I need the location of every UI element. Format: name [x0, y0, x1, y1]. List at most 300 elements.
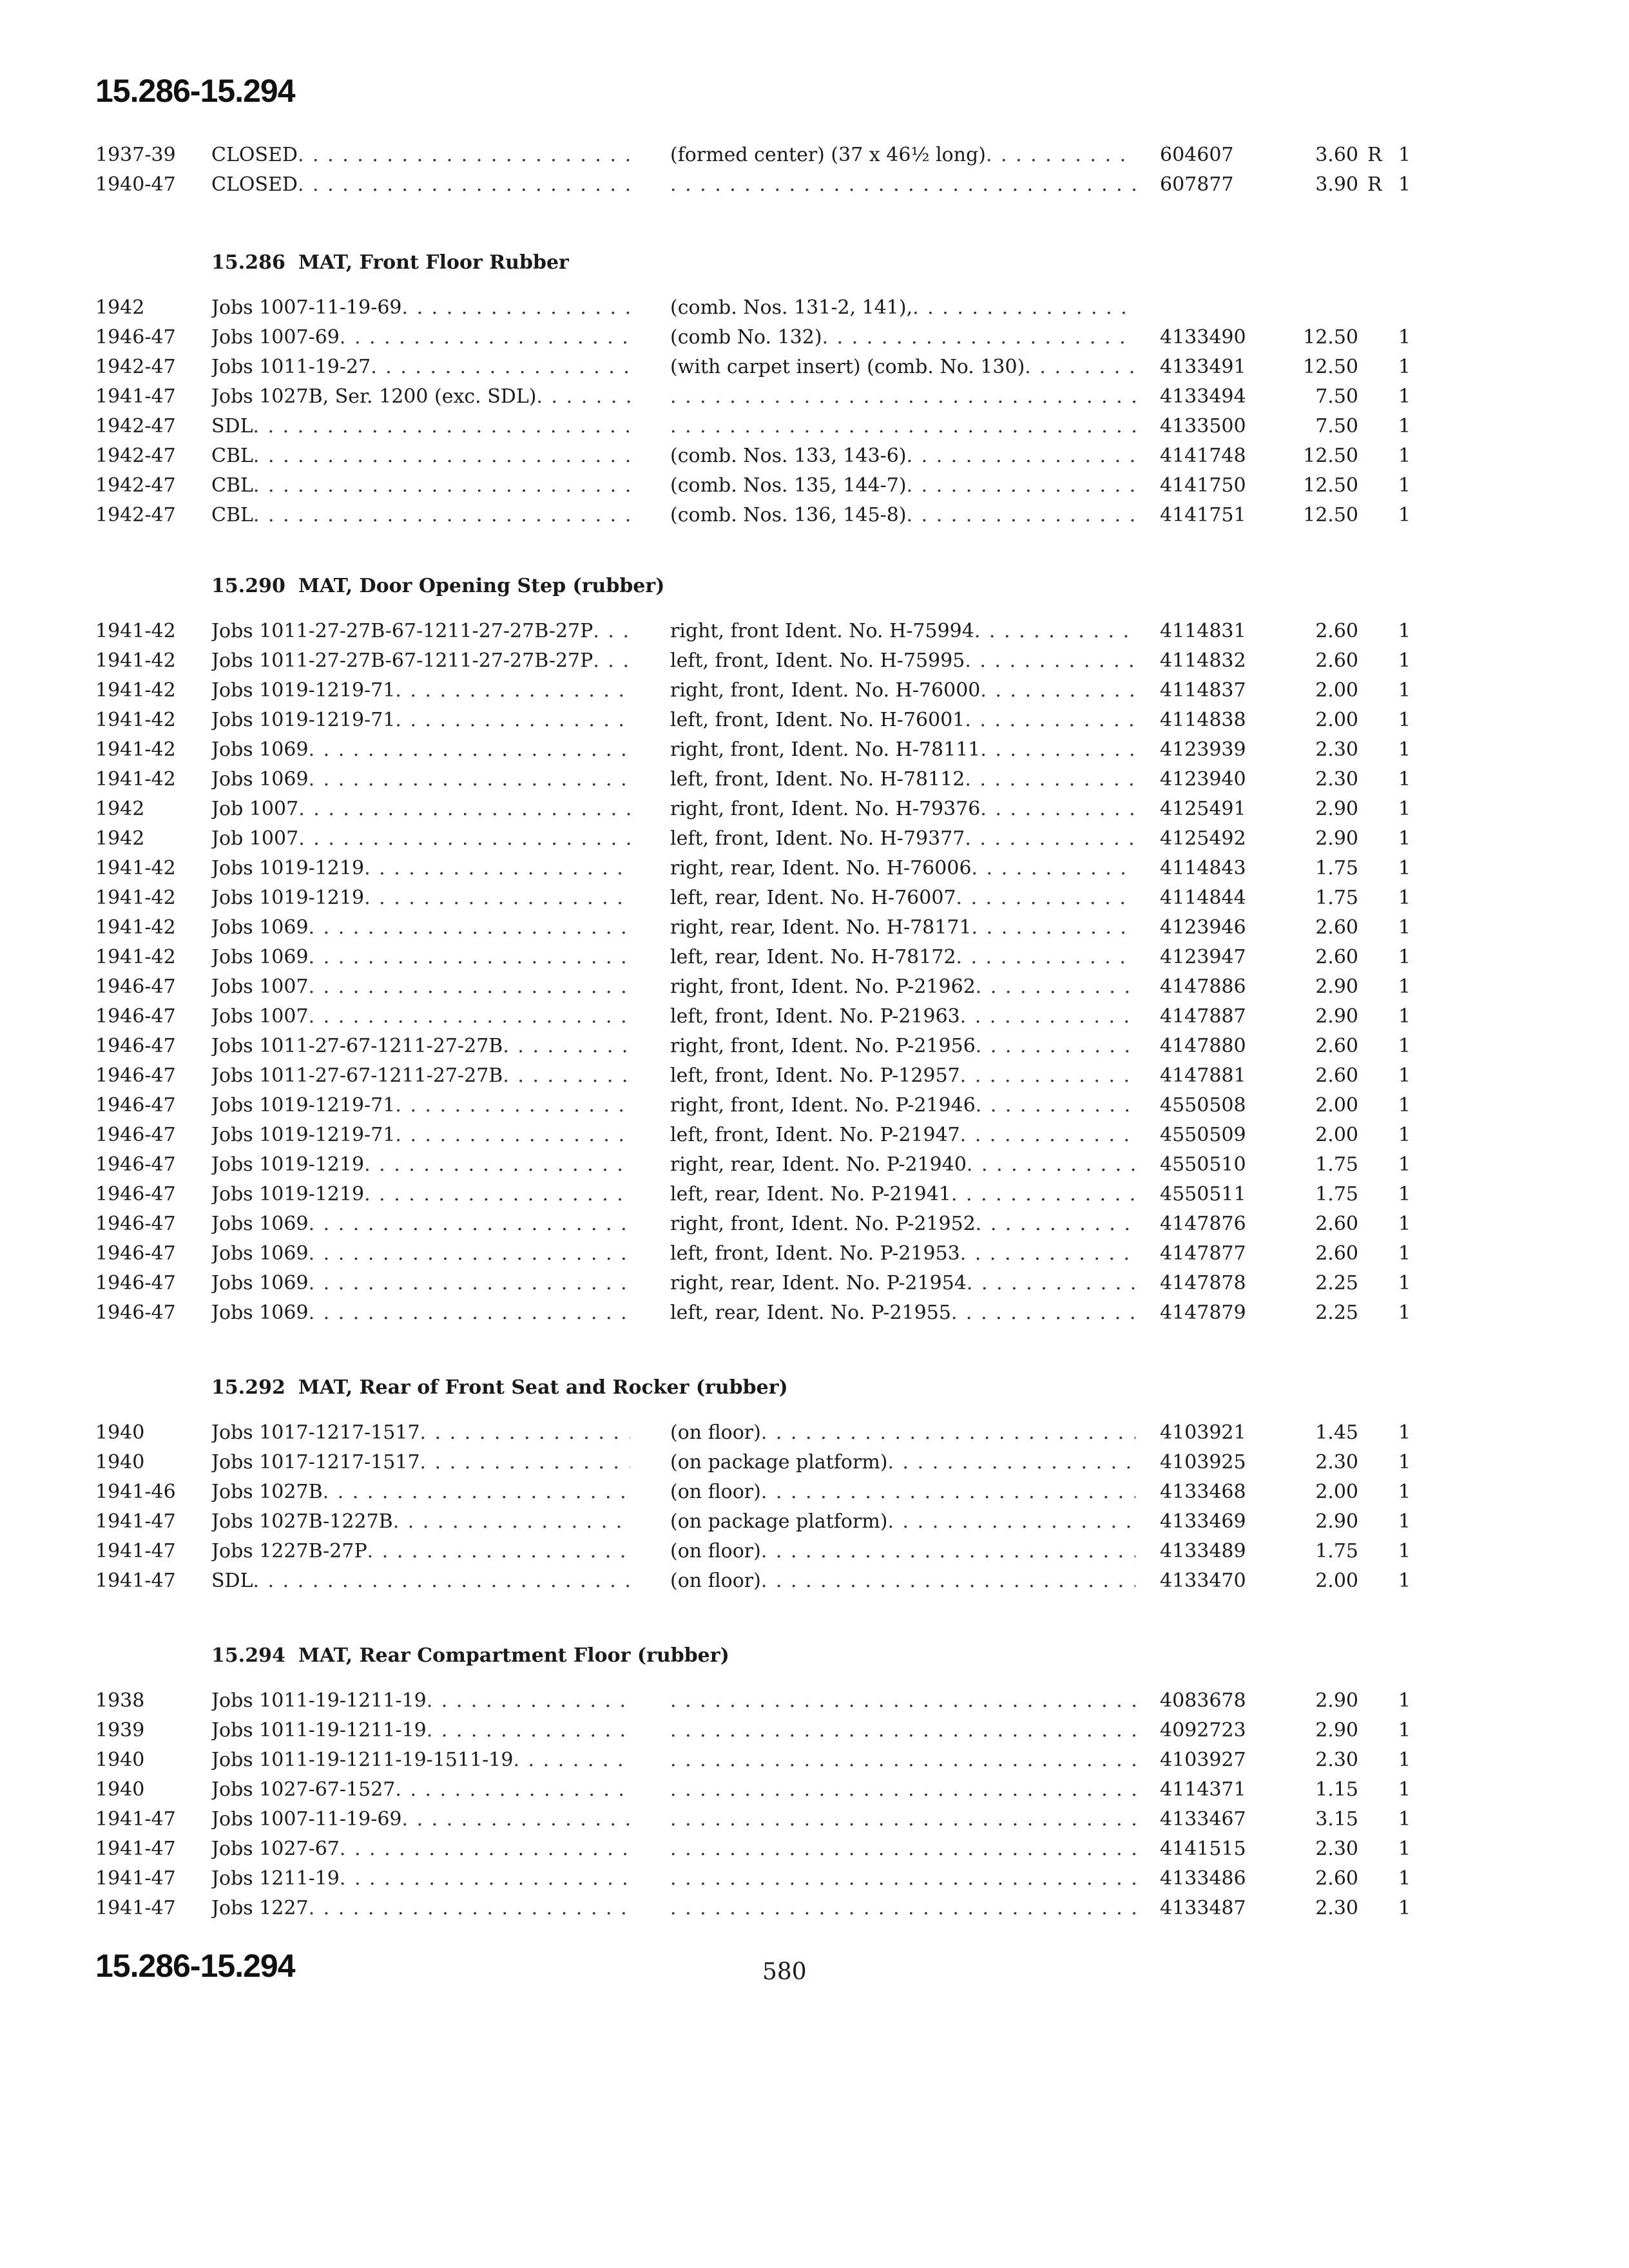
table-row — [0, 676, 1629, 706]
dot-leader — [253, 441, 630, 471]
year-cell: 1942 — [95, 296, 145, 319]
table-row — [0, 501, 1629, 530]
dot-leader — [974, 617, 1135, 646]
price-cell: 2.00 — [1315, 679, 1358, 702]
part-number-cell: 4147876 — [1160, 1213, 1246, 1235]
job-cell — [211, 1269, 630, 1298]
page-number: 580 — [762, 1959, 807, 1985]
part-number-cell: 4114832 — [1160, 649, 1246, 672]
year-cell: 1942-47 — [95, 474, 176, 497]
year-cell: 1946-47 — [95, 1213, 176, 1235]
job-cell — [211, 1507, 630, 1537]
price-cell: 7.50 — [1315, 415, 1358, 437]
job-cell-text: Jobs 1069 — [211, 916, 309, 939]
quantity-cell: 1 — [1398, 1213, 1411, 1235]
job-cell — [211, 1834, 630, 1864]
dot-leader — [960, 1239, 1135, 1269]
description-cell — [670, 794, 1135, 824]
price-cell: 3.90 — [1315, 173, 1358, 196]
price-cell: 2.90 — [1315, 1510, 1358, 1533]
job-cell — [211, 1894, 630, 1923]
dot-leader — [967, 1150, 1135, 1180]
table-row — [0, 824, 1629, 854]
part-number-cell: 4083678 — [1160, 1689, 1246, 1712]
table-row — [0, 1566, 1629, 1596]
quantity-cell: 1 — [1398, 1124, 1411, 1146]
dot-leader — [364, 1180, 630, 1209]
dot-leader — [503, 1061, 630, 1091]
dot-leader — [253, 412, 630, 441]
price-cell: 2.25 — [1315, 1302, 1358, 1324]
dot-leader — [323, 1477, 630, 1507]
job-cell-text: Jobs 1019-1219 — [211, 887, 365, 909]
quantity-cell: 1 — [1398, 975, 1411, 998]
description-cell-text: right, front, Ident. No. H-76000 — [670, 679, 981, 702]
year-cell: 1941-47 — [95, 385, 176, 408]
part-number-cell: 4147877 — [1160, 1242, 1246, 1265]
year-cell: 1946-47 — [95, 1094, 176, 1117]
description-cell — [670, 471, 1135, 501]
job-cell-text: Jobs 1007 — [211, 1005, 309, 1028]
price-cell: 2.30 — [1315, 1838, 1358, 1860]
part-number-cell: 4114371 — [1160, 1778, 1246, 1801]
dot-leader — [951, 1298, 1135, 1328]
price-cell: 2.00 — [1315, 1094, 1358, 1117]
part-number-cell: 4147878 — [1160, 1272, 1246, 1294]
year-cell: 1941-47 — [95, 1867, 176, 1890]
table-row — [0, 1745, 1629, 1775]
dot-leader — [253, 471, 630, 501]
part-number-cell: 4550510 — [1160, 1153, 1246, 1176]
dot-leader — [309, 765, 630, 794]
year-cell: 1942-47 — [95, 356, 176, 378]
job-cell-text: Jobs 1011-27-27B-67-1211-27-27B-27P — [211, 649, 593, 672]
year-cell: 1941-42 — [95, 738, 176, 761]
dot-leader — [980, 735, 1135, 765]
year-cell: 1946-47 — [95, 1064, 176, 1087]
price-cell: 1.75 — [1315, 887, 1358, 909]
dot-leader — [420, 1448, 630, 1477]
table-row — [0, 382, 1629, 412]
description-cell-text: right, rear, Ident. No. P-21940 — [670, 1153, 967, 1176]
table-row — [0, 1239, 1629, 1269]
section-heading — [211, 1644, 729, 1667]
dot-leader — [670, 1745, 1135, 1775]
description-cell-text: left, front, Ident. No. H-79377 — [670, 827, 965, 850]
description-cell-text: right, rear, Ident. No. P-21954 — [670, 1272, 967, 1294]
year-cell: 1941-42 — [95, 916, 176, 939]
job-cell — [211, 323, 630, 352]
job-cell — [211, 972, 630, 1002]
price-cell: 1.15 — [1315, 1778, 1358, 1801]
description-cell-text: left, rear, Ident. No. P-21941 — [670, 1183, 951, 1206]
description-cell — [670, 501, 1135, 530]
job-cell — [211, 794, 630, 824]
table-row — [0, 735, 1629, 765]
dot-leader — [965, 765, 1135, 794]
job-cell-text: Jobs 1011-19-1211-19 — [211, 1719, 427, 1742]
job-cell-text: Job 1007 — [211, 827, 299, 850]
description-cell — [670, 1180, 1135, 1209]
section-heading — [211, 251, 569, 274]
description-cell — [670, 646, 1135, 676]
year-cell: 1946-47 — [95, 1124, 176, 1146]
quantity-cell: 1 — [1398, 1242, 1411, 1265]
dot-leader — [965, 706, 1135, 735]
job-cell — [211, 1686, 630, 1716]
price-cell: 2.60 — [1315, 1867, 1358, 1890]
job-cell — [211, 1448, 630, 1477]
description-cell-text: (on floor) — [670, 1421, 761, 1444]
job-cell — [211, 1239, 630, 1269]
dot-leader — [593, 646, 630, 676]
year-cell: 1941-42 — [95, 709, 176, 731]
price-cell: 2.60 — [1315, 946, 1358, 968]
description-cell — [670, 1894, 1135, 1923]
section-number: 15.286 — [211, 251, 285, 274]
dot-leader — [536, 382, 630, 412]
job-cell-text: Jobs 1027-67 — [211, 1838, 340, 1860]
dot-leader — [980, 676, 1135, 706]
description-cell-text: (on floor) — [670, 1481, 761, 1503]
year-cell: 1941-47 — [95, 1838, 176, 1860]
description-cell-text: left, front, Ident. No. H-78112 — [670, 768, 965, 791]
quantity-cell: 1 — [1398, 1183, 1411, 1206]
description-cell-text: left, front, Ident. No. P-21963 — [670, 1005, 960, 1028]
description-cell — [670, 140, 1135, 170]
year-cell: 1938 — [95, 1689, 145, 1712]
description-cell-text: (with carpet insert) (comb. No. 130) — [670, 356, 1025, 378]
description-cell — [670, 1507, 1135, 1537]
table-row — [0, 1209, 1629, 1239]
year-cell: 1946-47 — [95, 1005, 176, 1028]
description-cell-text: left, rear, Ident. No. H-78172 — [670, 946, 956, 968]
dot-leader — [395, 676, 630, 706]
part-number-cell: 4133487 — [1160, 1897, 1246, 1919]
job-cell-text: Jobs 1019-1219 — [211, 1153, 365, 1176]
description-cell — [670, 972, 1135, 1002]
table-row — [0, 646, 1629, 676]
quantity-cell: 1 — [1398, 946, 1411, 968]
job-cell-text: Jobs 1069 — [211, 1242, 309, 1265]
description-cell-text: left, front, Ident. No. H-76001 — [670, 709, 965, 731]
part-number-cell: 4103927 — [1160, 1749, 1246, 1771]
job-cell-text: Jobs 1211-19 — [211, 1867, 340, 1890]
quantity-cell: 1 — [1398, 1719, 1411, 1742]
part-number-cell: 4125492 — [1160, 827, 1246, 850]
description-cell — [670, 913, 1135, 943]
description-cell — [670, 1418, 1135, 1448]
part-number-cell: 607877 — [1160, 173, 1234, 196]
part-number-cell: 604607 — [1160, 144, 1234, 166]
part-number-cell: 4103921 — [1160, 1421, 1246, 1444]
description-cell — [670, 854, 1135, 883]
dot-leader — [420, 1418, 630, 1448]
part-number-cell: 4133491 — [1160, 356, 1246, 378]
description-cell-text: right, front, Ident. No. P-21946 — [670, 1094, 976, 1117]
job-cell — [211, 1209, 630, 1239]
table-row — [0, 1864, 1629, 1894]
part-number-cell: 4133490 — [1160, 326, 1246, 349]
description-cell-text: right, rear, Ident. No. H-78171 — [670, 916, 972, 939]
part-number-cell: 4141750 — [1160, 474, 1246, 497]
price-cell: 1.75 — [1315, 1153, 1358, 1176]
job-cell — [211, 1002, 630, 1032]
description-cell-text: right, front, Ident. No. P-21962 — [670, 975, 976, 998]
job-cell — [211, 1061, 630, 1091]
price-cell: 1.75 — [1315, 1183, 1358, 1206]
dot-leader — [980, 794, 1135, 824]
dot-leader — [340, 1834, 630, 1864]
description-cell-text: left, rear, Ident. No. H-76007 — [670, 887, 956, 909]
description-cell — [670, 1477, 1135, 1507]
part-number-cell: 4147879 — [1160, 1302, 1246, 1324]
year-cell: 1940 — [95, 1451, 145, 1474]
dot-leader — [513, 1745, 630, 1775]
part-number-cell: 4147887 — [1160, 1005, 1246, 1028]
year-cell: 1946-47 — [95, 1302, 176, 1324]
quantity-cell: 1 — [1398, 1094, 1411, 1117]
description-cell — [670, 1686, 1135, 1716]
dot-leader — [956, 883, 1135, 913]
job-cell-text: CLOSED — [211, 173, 298, 196]
description-cell-text: right, rear, Ident. No. H-76006 — [670, 857, 972, 879]
price-cell: 12.50 — [1303, 474, 1358, 497]
quantity-cell: 1 — [1398, 173, 1411, 196]
dot-leader — [960, 1002, 1135, 1032]
description-cell-text: (formed center) (37 x 46½ long) — [670, 144, 986, 166]
quantity-cell: 1 — [1398, 1005, 1411, 1028]
page-footer: 15.286-15.294 — [95, 1948, 295, 1984]
dot-leader — [427, 1716, 630, 1745]
table-row — [0, 794, 1629, 824]
part-number-cell: 4133494 — [1160, 385, 1246, 408]
year-cell: 1940-47 — [95, 173, 176, 196]
quantity-cell: 1 — [1398, 144, 1411, 166]
description-cell — [670, 170, 1135, 200]
table-row — [0, 1032, 1629, 1061]
job-cell — [211, 1566, 630, 1596]
section-title: MAT, Front Floor Rubber — [298, 251, 569, 274]
year-cell: 1942-47 — [95, 415, 176, 437]
dot-leader — [670, 1894, 1135, 1923]
part-number-cell: 4147886 — [1160, 975, 1246, 998]
description-cell — [670, 382, 1135, 412]
part-number-cell: 4123946 — [1160, 916, 1246, 939]
description-cell — [670, 1805, 1135, 1834]
year-cell: 1941-47 — [95, 1510, 176, 1533]
description-cell-text: right, front, Ident. No. P-21952 — [670, 1213, 976, 1235]
job-cell-text: Jobs 1017-1217-1517 — [211, 1421, 420, 1444]
dot-leader — [907, 441, 1135, 471]
quantity-cell: 1 — [1398, 1778, 1411, 1801]
description-cell — [670, 883, 1135, 913]
description-cell — [670, 1032, 1135, 1061]
part-number-cell: 4550509 — [1160, 1124, 1246, 1146]
price-cell: 2.30 — [1315, 1749, 1358, 1771]
quantity-cell: 1 — [1398, 620, 1411, 642]
dot-leader — [593, 617, 630, 646]
dot-leader — [253, 501, 630, 530]
table-row — [0, 883, 1629, 913]
price-cell: 2.60 — [1315, 1242, 1358, 1265]
job-cell-text: Jobs 1007 — [211, 975, 309, 998]
dot-leader — [309, 943, 630, 972]
quantity-cell: 1 — [1398, 857, 1411, 879]
quantity-cell: 1 — [1398, 887, 1411, 909]
job-cell — [211, 412, 630, 441]
price-cell: 12.50 — [1303, 326, 1358, 349]
section-heading — [211, 575, 664, 597]
dot-leader — [395, 1775, 630, 1805]
job-cell-text: Jobs 1011-27-67-1211-27-27B — [211, 1064, 503, 1087]
job-cell-text: Jobs 1069 — [211, 768, 309, 791]
flag-cell: R — [1367, 144, 1382, 166]
job-cell-text: Jobs 1019-1219-71 — [211, 1094, 396, 1117]
dot-leader — [912, 293, 1135, 323]
table-row — [0, 943, 1629, 972]
job-cell — [211, 706, 630, 735]
year-cell: 1940 — [95, 1749, 145, 1771]
table-row — [0, 1537, 1629, 1566]
job-cell-text: Jobs 1019-1219 — [211, 857, 365, 879]
description-cell — [670, 824, 1135, 854]
dot-leader — [907, 501, 1135, 530]
job-cell — [211, 1745, 630, 1775]
job-cell — [211, 1805, 630, 1834]
dot-leader — [960, 1120, 1135, 1150]
table-row — [0, 1002, 1629, 1032]
price-cell: 3.60 — [1315, 144, 1358, 166]
job-cell — [211, 646, 630, 676]
year-cell: 1941-42 — [95, 946, 176, 968]
job-cell-text: Jobs 1227B-27P — [211, 1540, 367, 1562]
description-cell-text: right, front Ident. No. H-75994 — [670, 620, 974, 642]
section-title: MAT, Door Opening Step (rubber) — [298, 575, 665, 597]
quantity-cell: 1 — [1398, 1481, 1411, 1503]
job-cell — [211, 824, 630, 854]
job-cell-text: Jobs 1011-19-27 — [211, 356, 371, 378]
dot-leader — [761, 1537, 1135, 1566]
part-number-cell: 4133467 — [1160, 1808, 1246, 1831]
dot-leader — [986, 140, 1135, 170]
section-number: 15.290 — [211, 575, 285, 597]
table-row — [0, 765, 1629, 794]
description-cell-text: (on package platform) — [670, 1510, 888, 1533]
dot-leader — [427, 1686, 630, 1716]
section-number: 15.294 — [211, 1644, 285, 1667]
description-cell — [670, 1834, 1135, 1864]
description-cell-text: left, front, Ident. No. P-21953 — [670, 1242, 960, 1265]
job-cell — [211, 676, 630, 706]
description-cell — [670, 1716, 1135, 1745]
quantity-cell: 1 — [1398, 1570, 1411, 1592]
year-cell: 1941-42 — [95, 620, 176, 642]
description-cell — [670, 352, 1135, 382]
dot-leader — [670, 382, 1135, 412]
dot-leader — [956, 943, 1135, 972]
job-cell — [211, 471, 630, 501]
part-number-cell: 4125491 — [1160, 798, 1246, 820]
price-cell: 1.45 — [1315, 1421, 1358, 1444]
part-number-cell: 4133489 — [1160, 1540, 1246, 1562]
price-cell: 2.30 — [1315, 1897, 1358, 1919]
price-cell: 2.60 — [1315, 1213, 1358, 1235]
table-row — [0, 441, 1629, 471]
job-cell-text: SDL — [211, 415, 253, 437]
section-title: MAT, Rear Compartment Floor (rubber) — [298, 1644, 729, 1667]
table-row — [0, 1477, 1629, 1507]
part-number-cell: 4141515 — [1160, 1838, 1246, 1860]
quantity-cell: 1 — [1398, 326, 1411, 349]
dot-leader — [761, 1418, 1135, 1448]
description-cell — [670, 1775, 1135, 1805]
dot-leader — [309, 1269, 630, 1298]
dot-leader — [298, 140, 630, 170]
job-cell-text: Job 1007 — [211, 798, 299, 820]
table-row — [0, 1507, 1629, 1537]
description-cell-text: (comb. Nos. 135, 144-7) — [670, 474, 907, 497]
price-cell: 7.50 — [1315, 385, 1358, 408]
dot-leader — [309, 1239, 630, 1269]
dot-leader — [340, 323, 630, 352]
description-cell — [670, 412, 1135, 441]
job-cell-text: Jobs 1011-27-27B-67-1211-27-27B-27P — [211, 620, 593, 642]
year-cell: 1941-42 — [95, 679, 176, 702]
price-cell: 2.30 — [1315, 1451, 1358, 1474]
table-row — [0, 471, 1629, 501]
year-cell: 1946-47 — [95, 1183, 176, 1206]
description-cell — [670, 293, 1135, 323]
description-cell-text: right, front, Ident. No. H-79376 — [670, 798, 981, 820]
part-number-cell: 4133468 — [1160, 1481, 1246, 1503]
page-header: 15.286-15.294 — [95, 73, 295, 109]
description-cell-text: (comb. Nos. 133, 143-6) — [670, 445, 907, 467]
dot-leader — [309, 913, 630, 943]
description-cell-text: (comb. Nos. 131-2, 141), — [670, 296, 913, 319]
part-number-cell: 4550511 — [1160, 1183, 1246, 1206]
year-cell: 1941-42 — [95, 768, 176, 791]
part-number-cell: 4114837 — [1160, 679, 1246, 702]
part-number-cell: 4114838 — [1160, 709, 1246, 731]
table-row — [0, 1091, 1629, 1120]
price-cell: 2.90 — [1315, 1719, 1358, 1742]
job-cell — [211, 913, 630, 943]
quantity-cell: 1 — [1398, 1064, 1411, 1087]
job-cell — [211, 1477, 630, 1507]
quantity-cell: 1 — [1398, 1153, 1411, 1176]
quantity-cell: 1 — [1398, 798, 1411, 820]
year-cell: 1942 — [95, 798, 145, 820]
dot-leader — [965, 646, 1135, 676]
job-cell — [211, 352, 630, 382]
dot-leader — [670, 1716, 1135, 1745]
dot-leader — [364, 854, 630, 883]
quantity-cell: 1 — [1398, 827, 1411, 850]
description-cell-text: left, rear, Ident. No. P-21955 — [670, 1302, 951, 1324]
job-cell-text: Jobs 1069 — [211, 1302, 309, 1324]
job-cell-text: Jobs 1227 — [211, 1897, 309, 1919]
table-row — [0, 1269, 1629, 1298]
job-cell-text: Jobs 1017-1217-1517 — [211, 1451, 420, 1474]
price-cell: 2.25 — [1315, 1272, 1358, 1294]
job-cell — [211, 501, 630, 530]
dot-leader — [393, 1507, 630, 1537]
year-cell: 1941-47 — [95, 1808, 176, 1831]
job-cell — [211, 1032, 630, 1061]
quantity-cell: 1 — [1398, 415, 1411, 437]
quantity-cell: 1 — [1398, 1510, 1411, 1533]
